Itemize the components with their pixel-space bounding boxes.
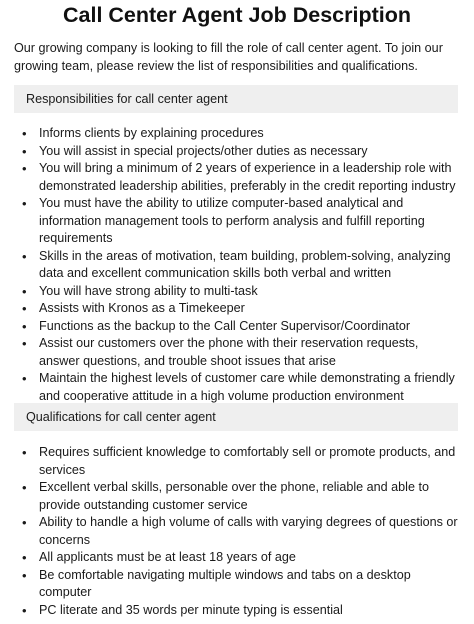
list-item (22, 248, 462, 283)
list-item-text: Ability to handle a high volume of calls with varying degrees of questions or concerns (39, 515, 458, 547)
bullet-icon: • (22, 567, 27, 583)
bullet-icon: • (22, 283, 27, 299)
bullet-icon: • (22, 336, 27, 351)
bullet-icon: • (22, 143, 27, 159)
bullet-icon: • (22, 161, 27, 176)
list-item (22, 160, 462, 195)
responsibilities-heading: Responsibilities for call center agent (14, 85, 458, 113)
list-item-text: You must have the ability to utilize computer-based analytical and information management tools to perform analysis and fulfill reporting requirements (39, 196, 425, 245)
responsibilities-list (22, 125, 462, 405)
list-item-text: Informs clients by explaining procedures (39, 126, 264, 140)
list-item-text: You will bring a minimum of 2 years of experience in a leadership role with demonstrated leadership abilities, preferably in the credit reporting industry (39, 161, 456, 193)
list-item (22, 143, 462, 161)
list-item-text: Requires sufficient knowledge to comfortably sell or promote products, and services (39, 445, 456, 477)
qualifications-list (22, 444, 462, 619)
list-item-text: You will have strong ability to multi-task (39, 283, 258, 298)
list-item-text: PC literate and 35 words per minute typing is essential (39, 602, 343, 617)
bullet-icon: • (22, 602, 27, 618)
list-item (22, 602, 462, 620)
list-item (22, 514, 462, 549)
list-item-text: Functions as the backup to the Call Center Supervisor/Coordinator (39, 318, 411, 333)
list-item (22, 195, 462, 248)
list-item-text: Maintain the highest levels of customer care while demonstrating a friendly and cooperative attitude in a high volume production environment (39, 371, 455, 403)
bullet-icon: • (22, 126, 27, 141)
list-item (22, 318, 462, 336)
list-item-text: Excellent verbal skills, personable over the phone, reliable and able to provide outstanding customer service (39, 480, 429, 512)
bullet-icon: • (22, 371, 27, 386)
list-item-text: Be comfortable navigating multiple windows and tabs on a desktop computer (39, 567, 411, 599)
list-item (22, 335, 462, 370)
bullet-icon: • (22, 550, 27, 565)
bullet-icon: • (22, 515, 27, 530)
qualifications-heading: Qualifications for call center agent (14, 403, 458, 431)
list-item-text: Assists with Kronos as a Timekeeper (39, 301, 245, 315)
list-item-text: Assist our customers over the phone with their reservation requests, answer questions, and trouble shoot issues that arise (39, 336, 419, 368)
list-item (22, 567, 462, 602)
list-item-text: Skills in the areas of motivation, team building, problem-solving, analyzing data and excellent communication skills both verbal and written (39, 248, 451, 280)
bullet-icon: • (22, 196, 27, 211)
list-item (22, 300, 462, 318)
list-item-text: All applicants must be at least 18 years of age (39, 550, 296, 564)
page-title: Call Center Agent Job Description (62, 3, 412, 27)
list-item (22, 444, 462, 479)
bullet-icon: • (22, 480, 27, 495)
intro-paragraph: Our growing company is looking to fill the role of call center agent. To join our growing team, please review the list of responsibilities and qualifications. (14, 41, 443, 73)
list-item-text: You will assist in special projects/other duties as necessary (39, 143, 368, 158)
list-item (22, 370, 462, 405)
list-item (22, 479, 462, 514)
bullet-icon: • (22, 301, 27, 316)
bullet-icon: • (22, 318, 27, 334)
list-item (22, 283, 462, 301)
bullet-icon: • (22, 248, 27, 264)
list-item (22, 125, 462, 143)
list-item (22, 549, 462, 567)
bullet-icon: • (22, 445, 27, 460)
